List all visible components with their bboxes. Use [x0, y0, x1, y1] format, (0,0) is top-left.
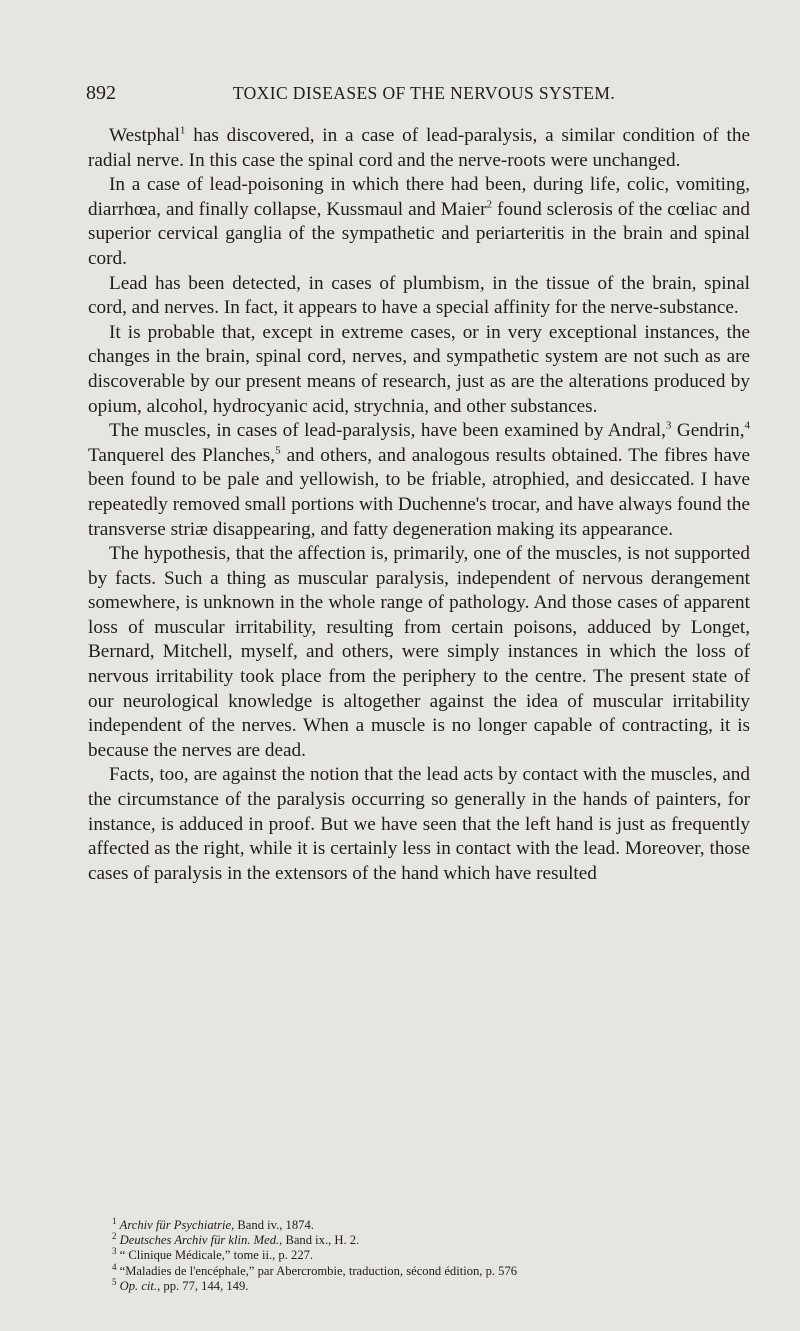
- footnote: [112, 1248, 752, 1263]
- footnote-ref: 4: [744, 419, 751, 432]
- text-run: Facts, too, are against the notion that the lead acts by contact with the muscles, and the circumstance of the paralysis occurring so generally in the hands of painters, for instance, is adduced in proof. But we have seen that the left hand is just as frequently affected as the right, while it is certainly less in contact with the lead. Moreover, those cases of paralysis in the extensors of the hand which have resulted: [88, 764, 750, 884]
- paragraph: [88, 124, 750, 173]
- text-run: has discovered, in a case of lead-paralysis, a similar condition of the radial nerve. In this case the spinal cord and the nerve-roots were unchanged.: [88, 125, 750, 171]
- text-run: , Band iv., 1874.: [231, 1218, 314, 1232]
- footnote: [112, 1233, 752, 1248]
- footnotes: [112, 1215, 752, 1294]
- footnote: [112, 1215, 752, 1233]
- text-run: Archiv für Psychiatrie: [119, 1218, 232, 1232]
- paragraph: [88, 321, 750, 419]
- footnote: [112, 1276, 752, 1294]
- text-run: found sclerosis of the cœliac and superior cervical ganglia of the sympathetic and periarteritis in the brain and spinal cord.: [88, 198, 750, 269]
- text-run: The muscles, in cases of lead-paralysis, have been examined by Andral,: [109, 420, 666, 442]
- paragraph: [88, 542, 750, 763]
- text-run: Lead has been detected, in cases of plumbism, in the tissue of the brain, spinal cord, and nerves. In fact, it appears to have a special affinity for the nerve-substance.: [88, 272, 750, 319]
- text-run: Gendrin,: [671, 420, 745, 442]
- text-run: Tanquerel des Planches,: [88, 444, 276, 466]
- text-run: , Band ix., H. 2.: [279, 1233, 360, 1248]
- footnote: [112, 1261, 752, 1279]
- text-run: “ Clinique Médicale,” tome ii., p. 227.: [116, 1248, 314, 1263]
- footnote-number: 1: [112, 1215, 117, 1226]
- footnote-number: 4: [112, 1261, 117, 1272]
- paragraph: [88, 272, 750, 321]
- body-text: [88, 124, 750, 886]
- paragraph: [88, 419, 750, 542]
- text-run: The hypothesis, that the affection is, primarily, one of the muscles, is not supported by facts. Such a thing as muscular paralysis, independent of nervous derangement somewhere, is unknown in the whole range of pathology. And those cases of apparent loss of muscular irritability, resulting from certain poisons, adduced by Longet, Bernard, Mitchell, myself, and others, were simply instances in which the loss of nervous irritability took place from the periphery to the centre. The present state of our neurological knowledge is altogether against the idea of muscular irritability independent of the nerves. When a muscle is no longer capable of contracting, it is because the nerves are dead.: [88, 543, 750, 761]
- footnote-number: 2: [112, 1231, 117, 1242]
- page-number: 892: [86, 82, 116, 104]
- text-run: and others, and analogous results obtained. The fibres have been found to be pale and yellowish, to be friable, atrophied, and desiccated. I have repeatedly removed small portions with Duchenne's trocar, and have always found the transverse striæ disappearing, and fatty degeneration making its appearance.: [88, 444, 751, 540]
- footnote-number: 5: [112, 1276, 117, 1287]
- text-run: Deutsches Archiv für klin. Med.: [119, 1233, 280, 1248]
- text-run: , pp. 77, 144, 149.: [157, 1278, 249, 1293]
- paragraph: [88, 173, 750, 271]
- running-title: TOXIC DISEASES OF THE NERVOUS SYSTEM.: [232, 83, 616, 103]
- text-run: In a case of lead-poisoning in which there had been, during life, colic, vomiting, diarrhœa, and finally collapse, Kussmaul and Maier: [88, 174, 750, 220]
- footnote-ref: 3: [665, 419, 672, 432]
- paragraph: [88, 763, 750, 886]
- footnote-ref: 2: [486, 198, 493, 211]
- footnote-number: 3: [112, 1246, 117, 1257]
- text-run: It is probable that, except in extreme cases, or in very exceptional instances, the changes in the brain, spinal cord, nerves, and sympathetic system are not such as are discoverable by our present means of research, just as are the alterations produced by opium, alcohol, hydrocyanic acid, strychnia, and other substances.: [88, 321, 750, 417]
- footnote-ref: 5: [275, 444, 281, 457]
- text-run: Op. cit.: [119, 1278, 158, 1293]
- text-run: Westphal: [109, 125, 180, 146]
- footnote-ref: 1: [179, 124, 186, 137]
- text-run: “Maladies de l'encéphale,” par Abercrombie, traduction, sécond édition, p. 576: [116, 1263, 518, 1278]
- page-header: [86, 82, 762, 110]
